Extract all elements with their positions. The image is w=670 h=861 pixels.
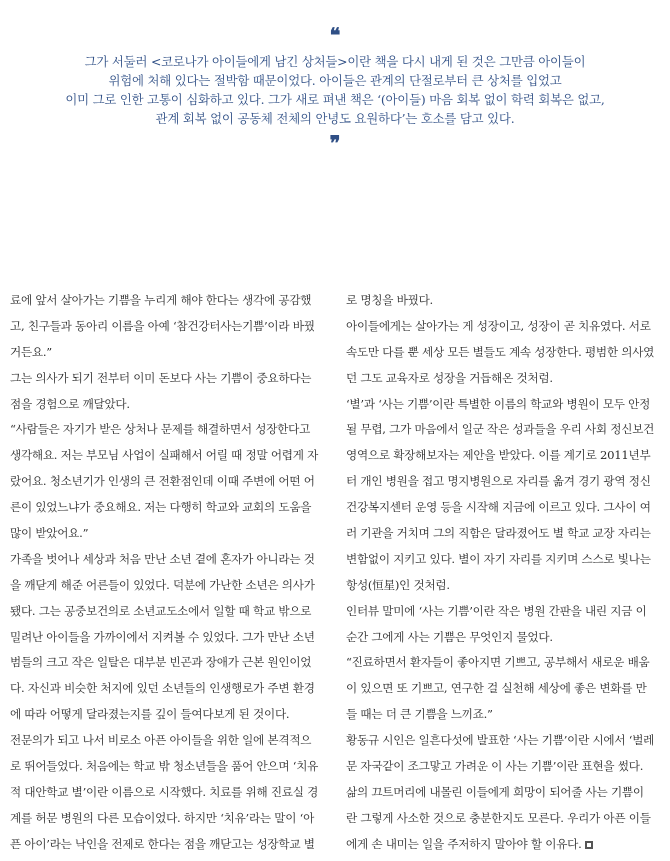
open-quote-icon: ❝ (329, 23, 341, 47)
body-line: 황동규 시인은 일흔다섯에 발표한 ‘사는 기쁨’이란 시에서 ‘벌레 (346, 733, 655, 748)
body-line: 다. 자신과 비슷한 처지에 있던 소년들의 인생행로가 주변 환경 (10, 681, 315, 696)
body-line: 고, 친구들과 동아리 이름을 아예 ‘참건강터사는기쁨’이라 바꿨 (10, 318, 315, 333)
body-line: 픈 아이’라는 낙인을 전제로 한다는 점을 깨닫고는 성장학교 별 (10, 836, 315, 851)
body-line: 적 대안학교 별’이란 이름으로 시작했다. 치료를 위해 진료실 경 (10, 784, 319, 799)
body-line: 로 명칭을 바꿨다. (346, 293, 433, 307)
body-line: 많이 받았어요.” (10, 526, 89, 541)
body-line: 항성(恒星)인 것처럼. (346, 577, 450, 592)
body-line: 가족을 벗어나 세상과 처음 만난 소년 곁에 혼자가 아니라는 것 (10, 551, 315, 566)
body-line: 이 있으면 또 기쁘고, 연구한 걸 실천해 세상에 좋은 변화를 만 (346, 681, 647, 696)
body-line: 밀려난 아이들을 가까이에서 지켜볼 수 있었다. 그가 만난 소년 (10, 629, 315, 644)
body-line: 점을 경험으로 깨달았다. (10, 396, 130, 411)
pull-quote-line: 그가 서둘러 <코로나가 아이들에게 남긴 상처들>이란 책을 다시 내게 된 것은 그만큼 아이들이 (84, 54, 586, 69)
body-line: 그는 의사가 되기 전부터 이미 돈보다 사는 기쁨이 중요하다는 (10, 370, 312, 385)
body-line: 란 그렇게 사소한 것으로 충분한지도 모른다. 우리가 아픈 이들 (346, 810, 651, 825)
body-line-last (346, 832, 664, 858)
close-quote-icon: ❞ (329, 131, 341, 155)
body-line: 생각해요. 저는 부모님 사업이 실패해서 어릴 때 정말 어렵게 자 (10, 448, 319, 463)
article-column-left (10, 288, 328, 858)
body-line: 속도만 다를 뿐 세상 모든 별들도 계속 성장한다. 평범한 의사였 (346, 344, 655, 359)
body-line: 됐다. 그는 공중보건의로 소년교도소에서 일할 때 학교 밖으로 (10, 603, 312, 618)
pull-quote-line: 위험에 처해 있다는 절박함 때문이었다. 아이들은 관계의 단절로부터 큰 상처를 입었고 (108, 73, 562, 88)
pull-quote (0, 23, 670, 155)
pull-quote-line: 이미 그로 인한 고통이 심화하고 있다. 그가 새로 펴낸 책은 ‘(아이들) 마음 회복 없이 학력 회복은 없고, (65, 92, 605, 107)
body-line: 문 자국같이 조그맣고 가려운 이 사는 기쁨’이란 표현을 썼다. (346, 759, 644, 774)
pull-quote-text (0, 52, 670, 128)
body-line: 계를 허문 병원의 다른 모습이었다. 하지만 ‘치유’라는 말이 ‘아 (10, 810, 315, 825)
body-line: “진료하면서 환자들이 좋아지면 기쁘고, 공부해서 새로운 배움 (346, 655, 650, 670)
body-line: ‘별’과 ‘사는 기쁨’이란 특별한 이름의 학교와 병원이 모두 안정 (346, 396, 651, 411)
end-mark-icon (585, 841, 593, 849)
body-line: 거든요.” (10, 344, 52, 359)
pull-quote-line: 관계 회복 없이 공동체 전체의 안녕도 요원하다’는 호소를 담고 있다. (155, 111, 515, 126)
body-line: 건강복지센터 운영 등을 시작해 지금에 이르고 있다. 그사이 여 (346, 500, 651, 515)
body-line: 범들의 크고 작은 일탈은 대부분 빈곤과 장애가 근본 원인이었 (10, 655, 312, 670)
body-line-text: 에게 손 내미는 일을 주저하지 말아야 할 이유다. (346, 836, 582, 851)
body-line: “사람들은 자기가 받은 상처나 문제를 해결하면서 성장한다고 (10, 422, 311, 437)
body-line: 러 기관을 거치며 그의 직함은 달라졌어도 별 학교 교장 자리는 (346, 526, 651, 541)
body-line: 른이 있었느냐가 중요해요. 저는 다행히 학교와 교회의 도움을 (10, 500, 312, 515)
body-line: 순간 그에게 사는 기쁨은 무엇인지 물었다. (346, 629, 553, 644)
body-line: 랐어요. 청소년기가 인생의 큰 전환점인데 이때 주변에 어떤 어 (10, 474, 315, 489)
body-line: 료에 앞서 살아가는 기쁨을 누리게 해야 한다는 생각에 공감했 (10, 293, 312, 307)
body-line: 로 뛰어들었다. 처음에는 학교 밖 청소년들을 품어 안으며 ‘치유 (10, 759, 319, 774)
body-line: 을 깨닫게 해준 어른들이 있었다. 덕분에 가난한 소년은 의사가 (10, 577, 315, 592)
article-column-right (346, 288, 664, 858)
body-line: 터 개인 병원을 접고 명지병원으로 자리를 옮겨 경기 광역 정신 (346, 474, 651, 489)
body-line: 아이들에게는 살아가는 게 성장이고, 성장이 곧 치유였다. 서로 (346, 318, 651, 333)
body-line: 변함없이 지키고 있다. 별이 자기 자리를 지키며 스스로 빛나는 (346, 551, 651, 566)
body-line: 에 따라 어떻게 달라졌는지를 깊이 들여다보게 된 것이다. (10, 707, 290, 722)
body-line: 들 때는 더 큰 기쁨을 느끼죠.” (346, 707, 493, 722)
body-line: 영역으로 확장해보자는 제안을 받았다. 이를 계기로 2011년부 (346, 448, 651, 463)
body-line: 던 그도 교육자로 성장을 거듭해온 것처럼. (346, 370, 553, 385)
body-line: 될 무렵, 그가 마음에서 일군 작은 성과들을 우리 사회 정신보건 (346, 422, 655, 437)
body-line: 인터뷰 말미에 ‘사는 기쁨’이란 작은 병원 간판을 내린 지금 이 (346, 603, 647, 618)
body-line: 삶의 끄트머리에 내몰린 이들에게 희망이 되어줄 사는 기쁨이 (346, 784, 644, 799)
body-line: 전문의가 되고 나서 비로소 아픈 아이들을 위한 일에 본격적으 (10, 733, 312, 748)
